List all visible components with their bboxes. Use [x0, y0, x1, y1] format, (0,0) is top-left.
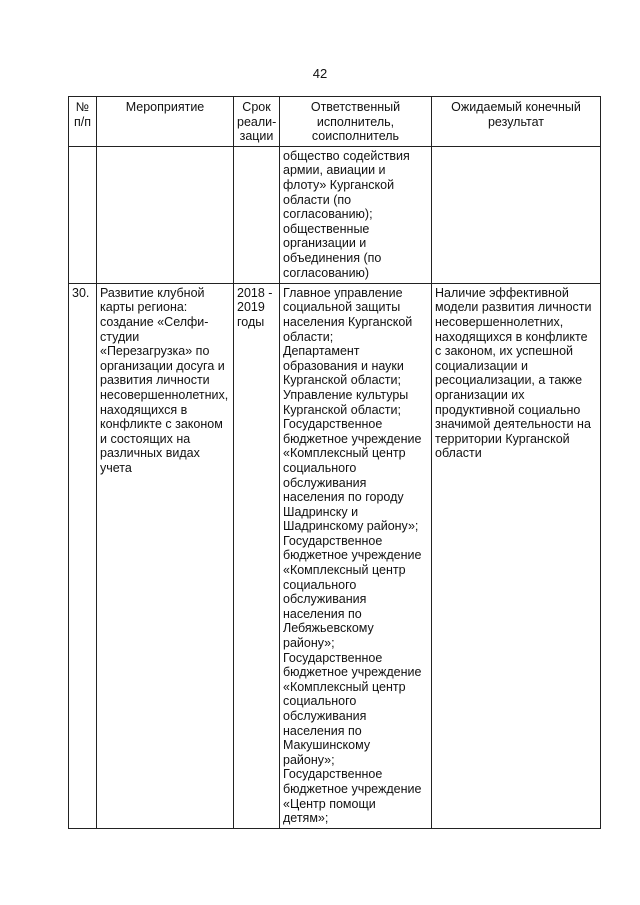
action-plan-table: [68, 96, 601, 829]
header-event: Мероприятие: [97, 97, 234, 147]
page-number: 42: [312, 66, 328, 81]
header-executor: Ответственный исполнитель, соисполнитель: [280, 97, 432, 147]
cell-number: [69, 146, 97, 283]
cell-term: [234, 146, 280, 283]
cell-executor: Главное управление социальной защиты населения Курганской области; Департамент образования и науки Курганской области; Управление культуры Курганской области; Государственное бюджетное учреждение «Комплексный центр социального обслуживания населения по городу Шадринску и Шадринскому району»; Государственное бюджетное учреждение «Комплексный центр социального обслуживания населения по Лебяжьевскому району»; Государственное бюджетное учреждение «Комплексный центр социального обслуживания населения по Макушинскому району»; Государственное бюджетное учреждение «Центр помощи детям»;: [280, 283, 432, 828]
header-result: Ожидаемый конечный результат: [432, 97, 601, 147]
cell-event: [97, 146, 234, 283]
table-header-row: [69, 97, 601, 147]
header-term: Срок реали- зации: [234, 97, 280, 147]
header-number: № п/п: [69, 97, 97, 147]
cell-executor: общество содействия армии, авиации и флоту» Курганской области (по согласованию); общественные организации и объединения (по согласованию): [280, 146, 432, 283]
table-row-30: [69, 283, 601, 828]
cell-result: [432, 146, 601, 283]
cell-result: Наличие эффективной модели развития личности несовершеннолетних, находящихся в конфликте с законом, их успешной социализации и ресоциализации, а также организации их продуктивной социально значимой деятельности на территории Курганской области: [432, 283, 601, 828]
table-row-continuation: [69, 146, 601, 283]
cell-event: Развитие клубной карты региона: создание «Селфи- студии «Перезагрузка» по организации досуга и развития личности несовершеннолетних, находящихся в конфликте с законом и состоящих на различных видах учета: [97, 283, 234, 828]
cell-number: 30.: [69, 283, 97, 828]
cell-term: 2018 - 2019 годы: [234, 283, 280, 828]
